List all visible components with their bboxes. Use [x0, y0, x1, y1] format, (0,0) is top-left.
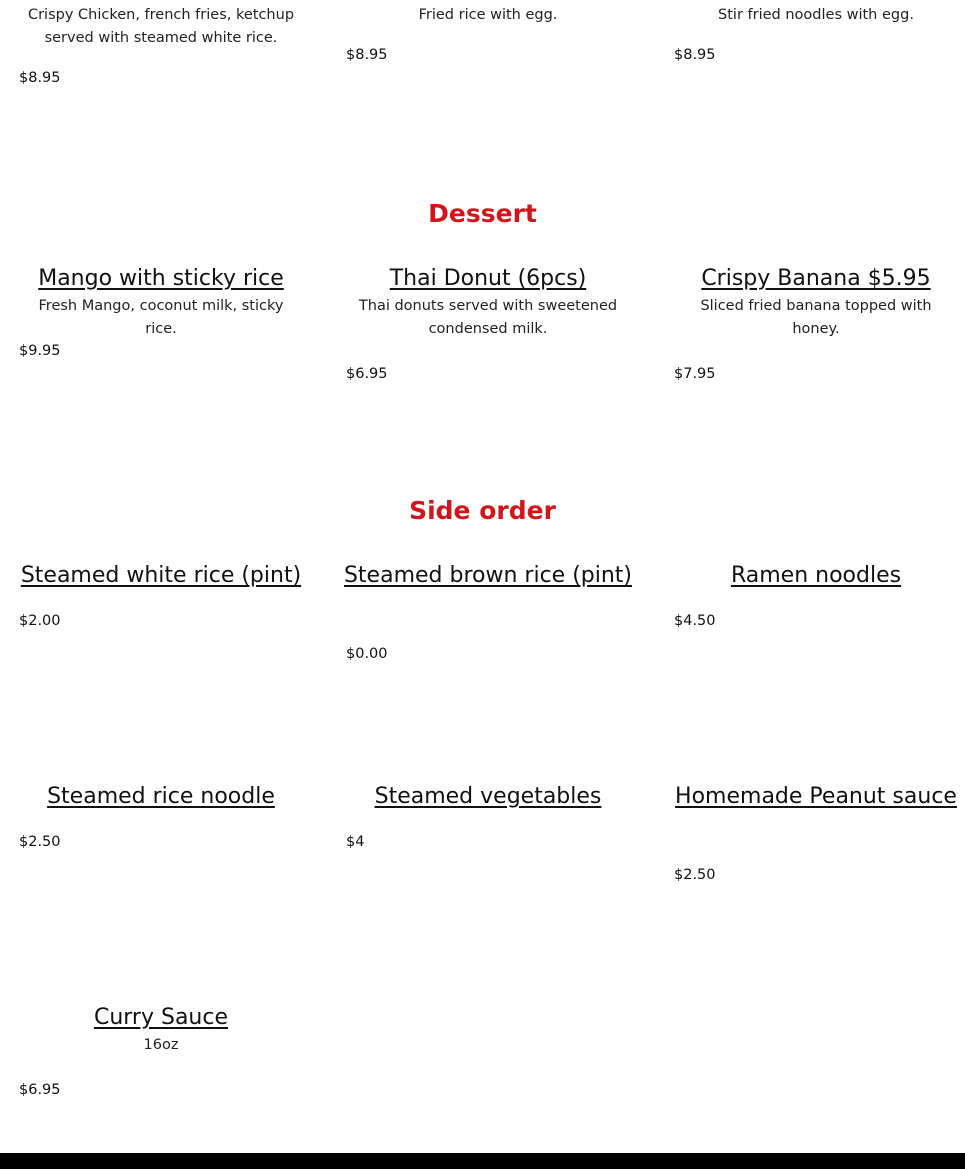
menu-item-steamed-rice-noodle[interactable] — [11, 781, 311, 813]
item-name-link[interactable]: Steamed vegetables — [374, 784, 602, 809]
menu-item-crispy-banana[interactable] — [666, 263, 965, 341]
menu-item-ramen-noodles[interactable] — [666, 560, 965, 592]
menu-item-curry-sauce[interactable] — [11, 1002, 311, 1057]
item-name-link[interactable]: Homemade Peanut sauce — [675, 784, 957, 809]
menu-item-steamed-brown-rice[interactable] — [338, 560, 638, 592]
item-description: 16oz — [143, 1037, 179, 1053]
item-price: $8.95 — [674, 47, 716, 63]
section-title-side-order: Side order — [409, 496, 556, 525]
item-price: $4.50 — [674, 613, 716, 629]
item-price: $2.50 — [19, 834, 61, 850]
menu-item-top-2 — [338, 4, 638, 27]
item-name-link[interactable]: Curry Sauce — [93, 1005, 229, 1030]
menu-item-mango-sticky-rice[interactable] — [11, 263, 311, 341]
item-price: $2.00 — [19, 613, 61, 629]
item-description: Fried rice with egg. — [418, 7, 558, 23]
item-name-link[interactable]: Thai Donut (6pcs) — [389, 266, 587, 291]
menu-item-peanut-sauce[interactable] — [666, 781, 965, 813]
menu-item-steamed-white-rice[interactable] — [11, 560, 311, 592]
item-price: $6.95 — [19, 1082, 61, 1098]
menu-item-steamed-vegetables[interactable] — [338, 781, 638, 813]
item-price: $2.50 — [674, 867, 716, 883]
item-name-link[interactable]: Mango with sticky rice — [38, 266, 284, 291]
item-name-link[interactable]: Steamed white rice (pint) — [20, 563, 302, 588]
item-description: Fresh Mango, coconut milk, sticky rice. — [38, 298, 284, 337]
item-price: $8.95 — [346, 47, 388, 63]
item-price: $8.95 — [19, 70, 61, 86]
item-description: Thai donuts served with sweetened condensed milk. — [358, 298, 618, 337]
item-name-link[interactable]: Ramen noodles — [730, 563, 902, 588]
item-name-link[interactable]: Steamed brown rice (pint) — [343, 563, 633, 588]
item-price: $6.95 — [346, 366, 388, 382]
item-name-link[interactable]: Crispy Banana $5.95 — [701, 266, 931, 291]
menu-item-top-3 — [666, 4, 965, 27]
item-description: Stir fried noodles with egg. — [718, 7, 914, 23]
item-name-link[interactable]: Steamed rice noodle — [47, 784, 275, 809]
item-price: $7.95 — [674, 366, 716, 382]
section-title-dessert: Dessert — [428, 199, 537, 228]
item-description: Sliced fried banana topped with honey. — [700, 298, 932, 337]
menu-item-top-1 — [11, 4, 311, 50]
item-price: $0.00 — [346, 646, 388, 662]
footer-bar — [0, 1153, 965, 1169]
item-price: $4 — [346, 834, 365, 850]
item-description: Crispy Chicken, french fries, ketchup served with steamed white rice. — [27, 7, 295, 46]
menu-item-thai-donut[interactable] — [338, 263, 638, 341]
item-price: $9.95 — [19, 343, 61, 359]
